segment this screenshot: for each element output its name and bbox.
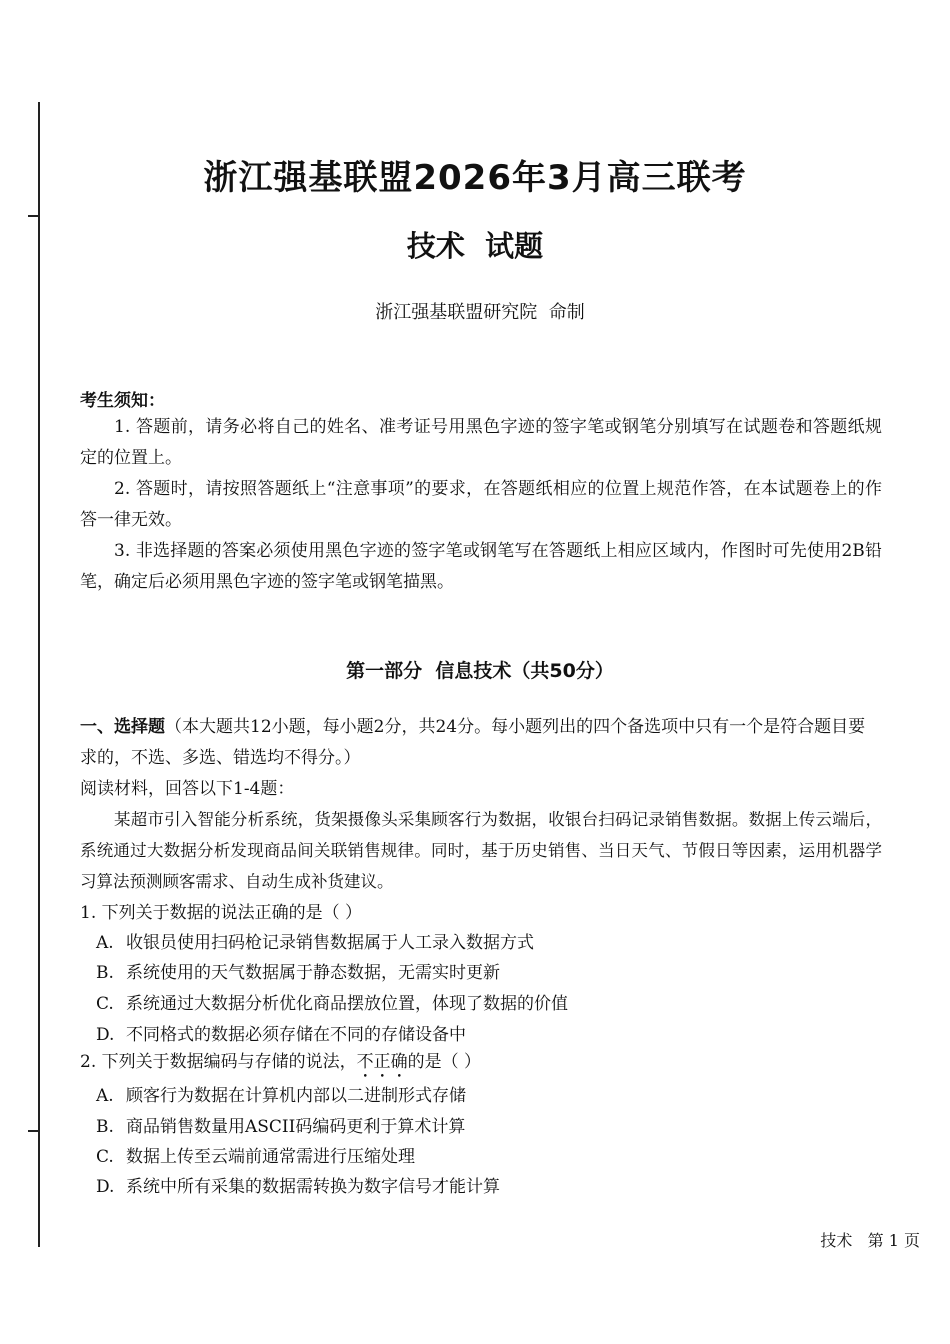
option-letter: C. — [96, 1147, 114, 1167]
exam-issuer: 浙江强基联盟研究院 命制 — [375, 302, 585, 323]
option-letter: C. — [96, 994, 114, 1014]
question-2-stem-end: 的是（ ） — [407, 1052, 482, 1072]
notice-item: 1. 答题前，请务必将自己的姓名、准考证号用黑色字迹的签字笔或钢笔分别填写在试题卷和答题纸规定的位置上。 — [80, 417, 882, 468]
question-1-option-a — [96, 928, 534, 958]
section-heading — [80, 712, 882, 774]
question-2-option-c — [96, 1142, 415, 1172]
option-text: 系统通过大数据分析优化商品摆放位置，体现了数据的价值 — [126, 994, 568, 1014]
question-2-emphasis: 不正确 — [356, 1052, 408, 1072]
exam-title: 浙江强基联盟2026年3月高三联考 — [203, 158, 747, 198]
binding-tick-bottom — [28, 1130, 40, 1132]
notice-item: 3. 非选择题的答案必须使用黑色字迹的签字笔或钢笔写在答题纸上相应区域内，作图时可先使用2B铅笔，确定后必须用黑色字迹的签字笔或钢笔描黑。 — [80, 541, 882, 592]
option-letter: B. — [96, 1117, 114, 1137]
exam-subtitle: 技术 试题 — [406, 229, 544, 263]
option-text: 收银员使用扫码枪记录销售数据属于人工录入数据方式 — [126, 933, 534, 953]
option-text: 数据上传至云端前通常需进行压缩处理 — [126, 1147, 415, 1167]
page-footer — [820, 1228, 920, 1251]
question-2-stem-text: 2. 下列关于数据编码与存储的说法， — [80, 1052, 357, 1072]
reading-prompt: 阅读材料，回答以下1-4题： — [80, 779, 295, 799]
notice-heading: 考生须知： — [80, 391, 165, 411]
option-letter: B. — [96, 963, 114, 983]
binding-tick-top — [28, 215, 40, 217]
reading-material: 某超市引入智能分析系统，货架摄像头采集顾客行为数据，收银台扫码记录销售数据。数据上传云端后，系统通过大数据分析发现商品间关联销售规律。同时，基于历史销售、当日天气、节假日等因素，运用机器学习算法预测顾客需求、自动生成补货建议。 — [80, 810, 882, 891]
option-text: 系统中所有采集的数据需转换为数字信号才能计算 — [126, 1177, 500, 1197]
option-text: 商品销售数量用ASCII码编码更利于算术计算 — [126, 1117, 466, 1137]
question-2-option-d — [96, 1172, 500, 1202]
section-label: 一、选择题 — [80, 717, 165, 737]
question-1-stem: 1. 下列关于数据的说法正确的是（ ） — [80, 903, 363, 923]
option-letter: D. — [96, 1025, 115, 1045]
question-1-option-b — [96, 958, 500, 988]
question-2-stem — [80, 1047, 481, 1082]
option-letter: A. — [96, 933, 114, 953]
notice-item: 2. 答题时，请按照答题纸上“注意事项”的要求，在答题纸相应的位置上规范作答，在本试题卷上的作答一律无效。 — [80, 479, 882, 530]
option-text: 不同格式的数据必须存储在不同的存储设备中 — [126, 1025, 466, 1045]
option-text: 系统使用的天气数据属于静态数据，无需实时更新 — [126, 963, 500, 983]
option-letter: D. — [96, 1177, 115, 1197]
part-title: 第一部分 信息技术（共50分） — [346, 660, 614, 682]
option-text: 顾客行为数据在计算机内部以二进制形式存储 — [126, 1086, 466, 1106]
section-description: （本大题共12小题，每小题2分，共24分。每小题列出的四个备选项中只有一个是符合题目要求的，不选、多选、错选均不得分。） — [80, 717, 866, 768]
question-1-option-c — [96, 989, 568, 1019]
option-letter: A. — [96, 1086, 114, 1106]
footer-page-number: 第 1 页 — [867, 1231, 920, 1250]
question-2-option-a — [96, 1081, 466, 1111]
question-2-option-b — [96, 1112, 465, 1142]
question-1-option-d — [96, 1020, 466, 1050]
footer-subject: 技术 — [820, 1231, 853, 1250]
